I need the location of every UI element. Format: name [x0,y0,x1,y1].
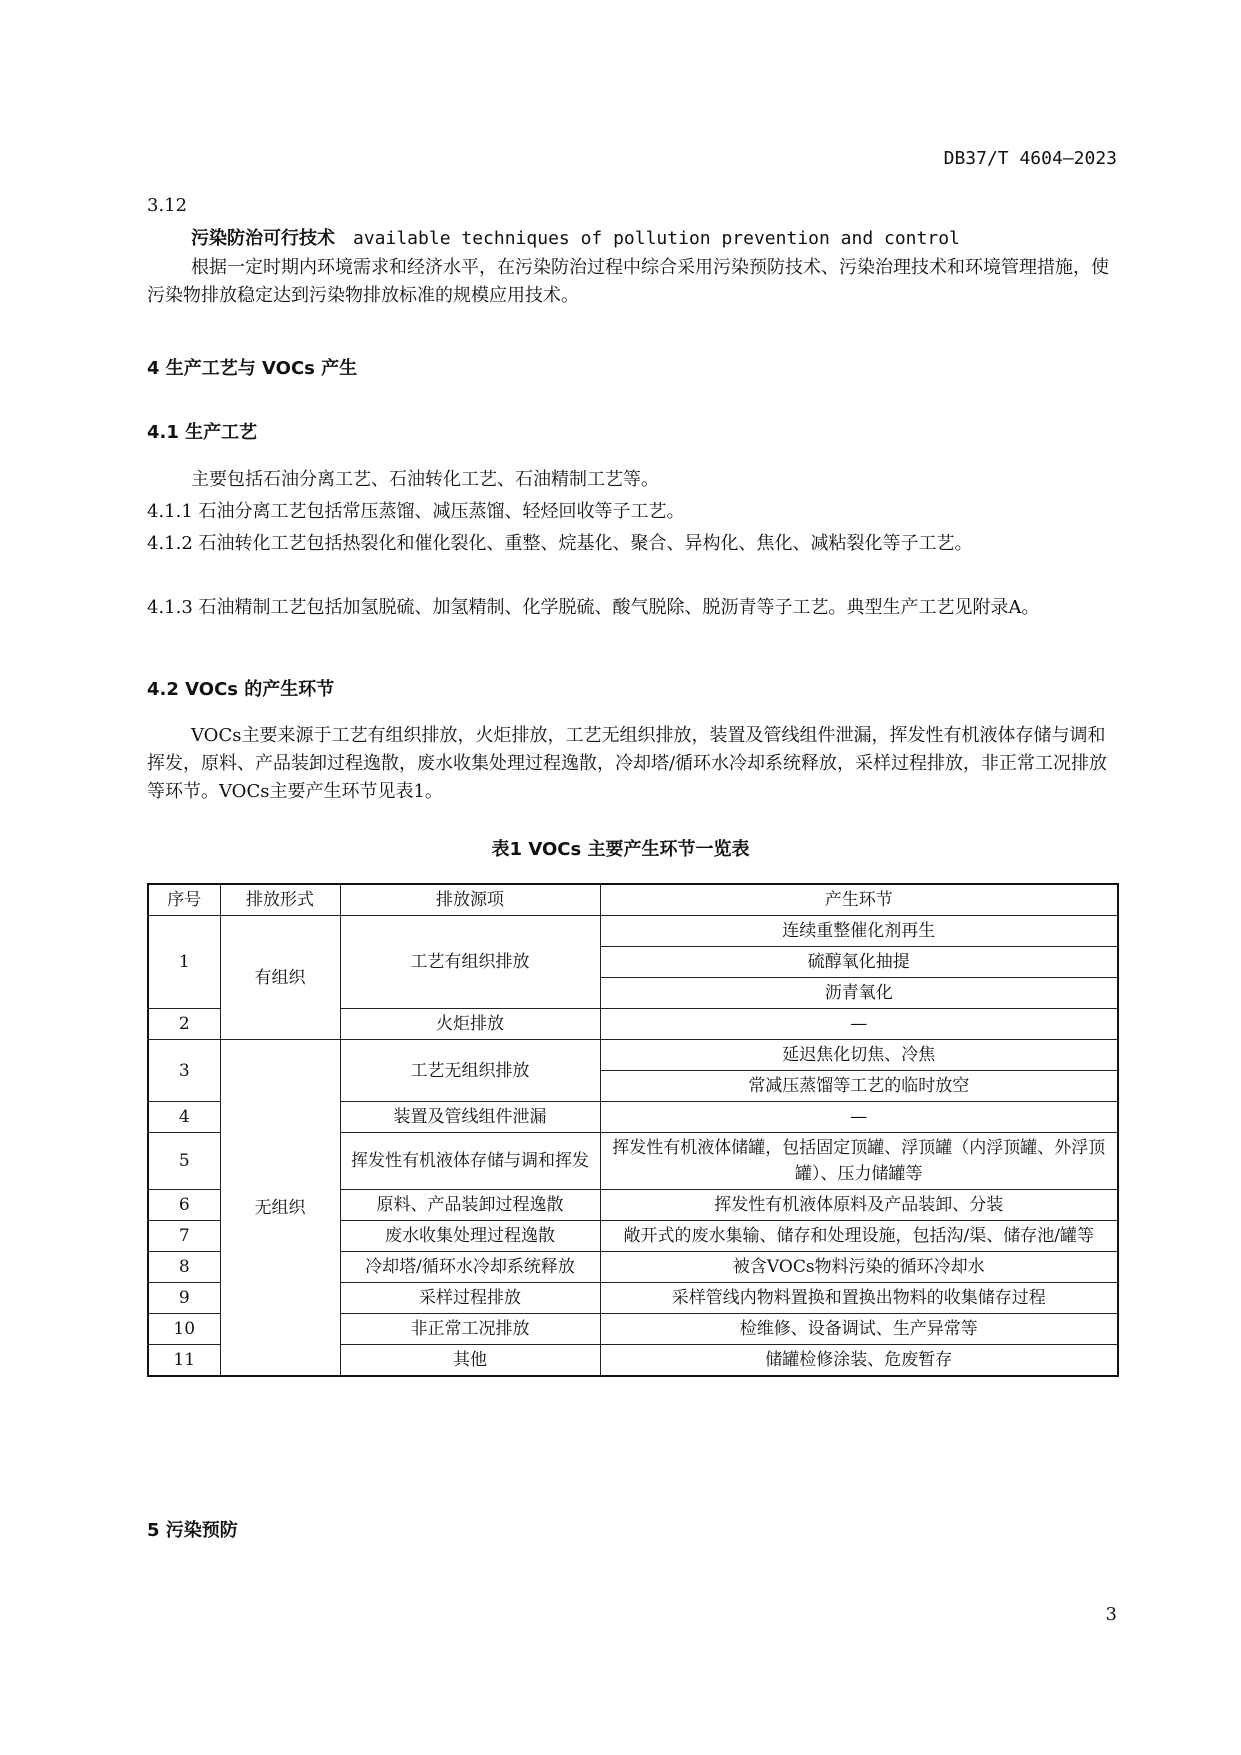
generation-link: 储罐检修涂装、危废暂存 [600,1345,1118,1377]
page-number: 3 [1105,1604,1117,1625]
table-header-row [148,884,1118,916]
row-number: 1 [148,916,220,1009]
section-4-2-paragraph: VOCs主要来源于工艺有组织排放，火炬排放，工艺无组织排放，装置及管线组件泄漏，挥发性有机液体存储与调和挥发，原料、产品装卸过程逸散，废水收集处理过程逸散，冷却塔/循环水冷却系统释放，采样过程排放，非正常工况排放等环节。VOCs主要产生环节见表1。 [147,725,1108,802]
row-number: 6 [148,1190,220,1221]
emission-source: 原料、产品装卸过程逸散 [340,1190,600,1221]
emission-source: 非正常工况排放 [340,1314,600,1345]
section-4-1-intro: 主要包括石油分离工艺、石油转化工艺、石油精制工艺等。 [191,469,659,490]
generation-link: 常减压蒸馏等工艺的临时放空 [600,1071,1118,1102]
row-number: 11 [148,1345,220,1377]
row-number: 2 [148,1009,220,1040]
table-row [148,1040,1118,1071]
section-5-heading: 5 污染预防 [147,1520,238,1541]
generation-link: 延迟焦化切焦、冷焦 [600,1040,1118,1071]
emission-form: 无组织 [220,1040,340,1377]
clause-4-1-3: 4.1.3 石油精制工艺包括加氢脱硫、加氢精制、化学脱硫、酸气脱除、脱沥青等子工艺。典型生产工艺见附录A。 [147,597,1040,618]
clause-number: 3.12 [147,195,188,216]
emission-source: 冷却塔/循环水冷却系统释放 [340,1252,600,1283]
row-number: 5 [148,1133,220,1190]
row-number: 7 [148,1221,220,1252]
row-number: 10 [148,1314,220,1345]
vocs-sources-table [147,883,1119,1377]
row-number: 9 [148,1283,220,1314]
term-chinese: 污染防治可行技术 [191,228,335,249]
emission-source: 废水收集处理过程逸散 [340,1221,600,1252]
generation-link: 连续重整催化剂再生 [600,916,1118,947]
section-4-2-heading: 4.2 VOCs 的产生环节 [147,679,335,700]
generation-link: 硫醇氧化抽提 [600,947,1118,978]
generation-link: — [600,1009,1118,1040]
generation-link: 被含VOCs物料污染的循环冷却水 [600,1252,1118,1283]
clause-4-1-2: 4.1.2 石油转化工艺包括热裂化和催化裂化、重整、烷基化、聚合、异构化、焦化、减粘裂化等子工艺。 [147,533,973,554]
table-caption: 表1 VOCs 主要产生环节一览表 [491,839,750,860]
generation-link: 检维修、设备调试、生产异常等 [600,1314,1118,1345]
emission-source: 工艺有组织排放 [340,916,600,1009]
row-number: 8 [148,1252,220,1283]
section-4-heading: 4 生产工艺与 VOCs 产生 [147,358,358,379]
term-definition: 根据一定时期内环境需求和经济水平，在污染防治过程中综合采用污染预防技术、污染治理技术和环境管理措施，使污染物排放稳定达到污染物排放标准的规模应用技术。 [147,257,1109,306]
table-row [148,916,1118,947]
emission-source: 装置及管线组件泄漏 [340,1102,600,1133]
emission-form: 有组织 [220,916,340,1040]
emission-source: 火炬排放 [340,1009,600,1040]
row-number: 4 [148,1102,220,1133]
clause-4-1-1: 4.1.1 石油分离工艺包括常压蒸馏、减压蒸馏、轻烃回收等子工艺。 [147,501,685,522]
generation-link: — [600,1102,1118,1133]
generation-link: 沥青氧化 [600,978,1118,1009]
header-no: 序号 [148,884,220,916]
emission-source: 采样过程排放 [340,1283,600,1314]
generation-link: 采样管线内物料置换和置换出物料的收集储存过程 [600,1283,1118,1314]
generation-link: 挥发性有机液体储罐，包括固定顶罐、浮顶罐（内浮顶罐、外浮顶罐）、压力储罐等 [600,1133,1118,1190]
header-source: 排放源项 [340,884,600,916]
row-number: 3 [148,1040,220,1102]
document-code: DB37/T 4604—2023 [943,148,1117,169]
term-entry [191,224,960,250]
header-link: 产生环节 [600,884,1118,916]
generation-link: 敞开式的废水集输、储存和处理设施，包括沟/渠、储存池/罐等 [600,1221,1118,1252]
generation-link: 挥发性有机液体原料及产品装卸、分装 [600,1190,1118,1221]
term-english: available techniques of pollution prevention and control [353,228,960,249]
header-form: 排放形式 [220,884,340,916]
emission-source: 挥发性有机液体存储与调和挥发 [340,1133,600,1190]
emission-source: 工艺无组织排放 [340,1040,600,1102]
section-4-1-heading: 4.1 生产工艺 [147,422,258,443]
emission-source: 其他 [340,1345,600,1377]
